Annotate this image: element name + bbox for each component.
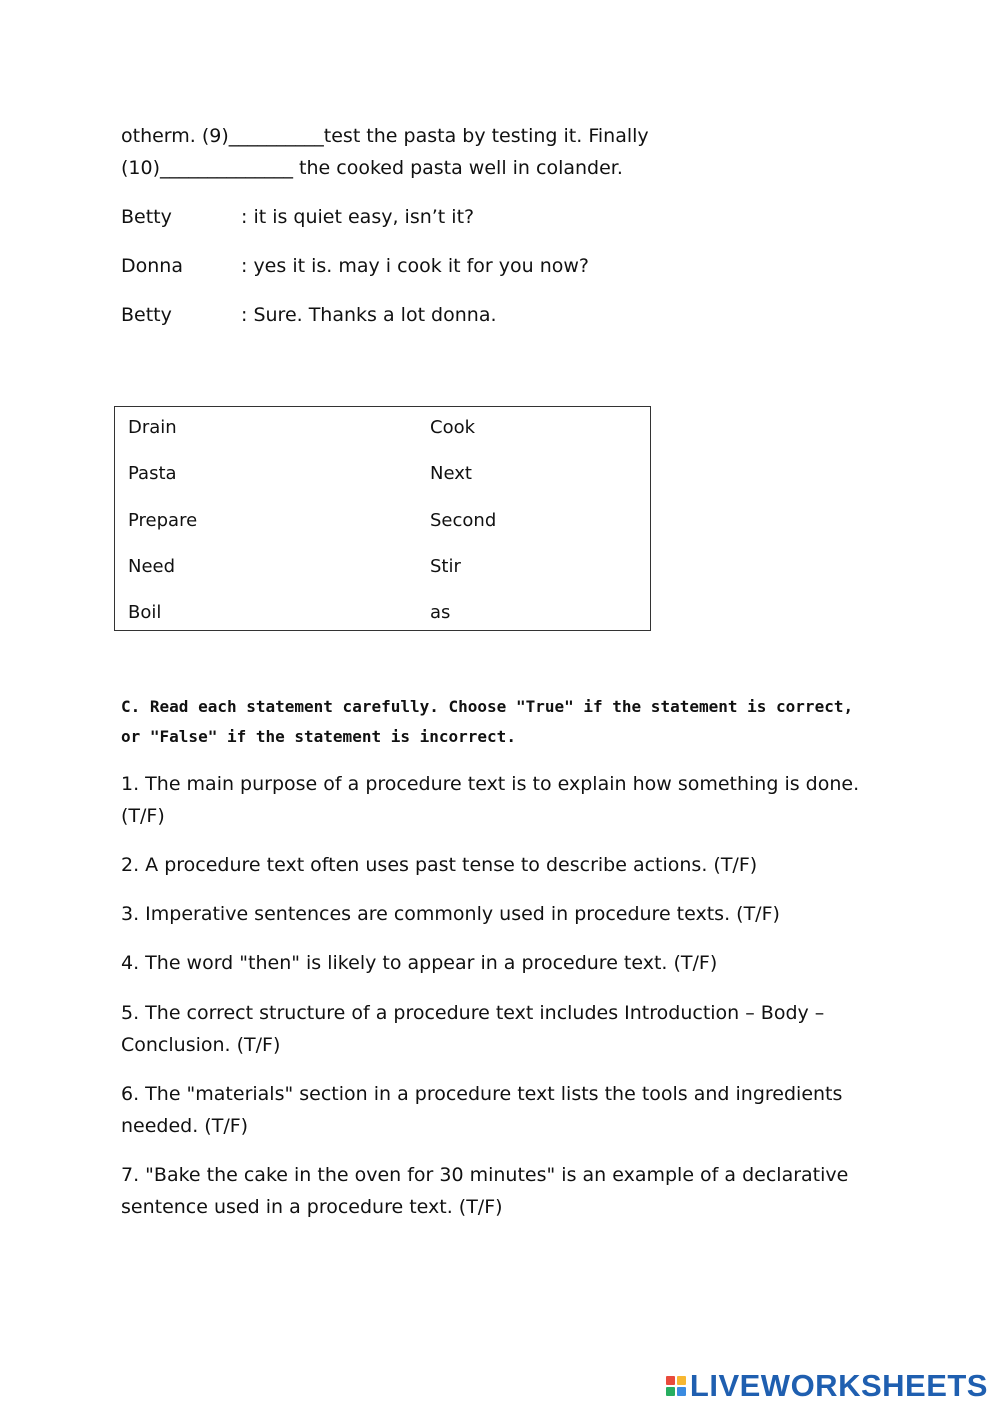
word-box-item: Prepare	[128, 510, 198, 531]
dialogue-speaker: Donna	[121, 255, 183, 277]
passage-line-1: otherm. (9)__________test the pasta by testing it. Finally	[121, 125, 649, 147]
logo-text: LIVEWORKSHEETS	[689, 1368, 988, 1403]
word-box-item: Pasta	[128, 463, 177, 484]
dialogue-line	[121, 201, 474, 233]
word-box-item: Stir	[430, 556, 461, 577]
dialogue-speaker: Betty	[121, 206, 172, 228]
true-false-statement: 6. The "materials" section in a procedure text lists the tools and ingredients needed. (T/F)	[121, 1083, 843, 1137]
word-box-item: as	[430, 602, 451, 623]
word-box-item: Need	[128, 556, 176, 577]
true-false-statement: 4. The word "then" is likely to appear in a procedure text. (T/F)	[121, 952, 718, 974]
true-false-statement: 2. A procedure text often uses past tense to describe actions. (T/F)	[121, 854, 758, 876]
dialogue-line	[121, 299, 497, 331]
section-c-instruction: C. Read each statement carefully. Choose "True" if the statement is correct, or "False" if the statement is incorrect.	[121, 697, 854, 746]
logo-blocks-icon	[666, 1376, 686, 1396]
word-box-item: Next	[430, 463, 472, 484]
word-box-item: Drain	[128, 417, 177, 438]
word-box-item: Cook	[430, 417, 476, 438]
dialogue-line	[121, 250, 589, 282]
passage-line-2: (10)______________ the cooked pasta well in colander.	[121, 157, 623, 179]
dialogue-text: : yes it is. may i cook it for you now?	[241, 255, 590, 277]
dialogue-text: : Sure. Thanks a lot donna.	[241, 304, 497, 326]
word-box-item: Second	[430, 510, 497, 531]
word-box	[114, 406, 651, 631]
liveworksheets-logo	[666, 1368, 988, 1404]
dialogue-speaker: Betty	[121, 304, 172, 326]
dialogue-text: : it is quiet easy, isn’t it?	[241, 206, 475, 228]
true-false-statement: 1. The main purpose of a procedure text is to explain how something is done. (T/F)	[121, 773, 860, 827]
true-false-statement: 5. The correct structure of a procedure text includes Introduction – Body – Conclusion. (T/F)	[121, 1002, 825, 1056]
true-false-statement: 3. Imperative sentences are commonly used in procedure texts. (T/F)	[121, 903, 780, 925]
true-false-statement: 7. "Bake the cake in the oven for 30 minutes" is an example of a declarative sentence used in a procedure text. (T/F)	[121, 1164, 849, 1218]
word-box-item: Boil	[128, 602, 162, 623]
